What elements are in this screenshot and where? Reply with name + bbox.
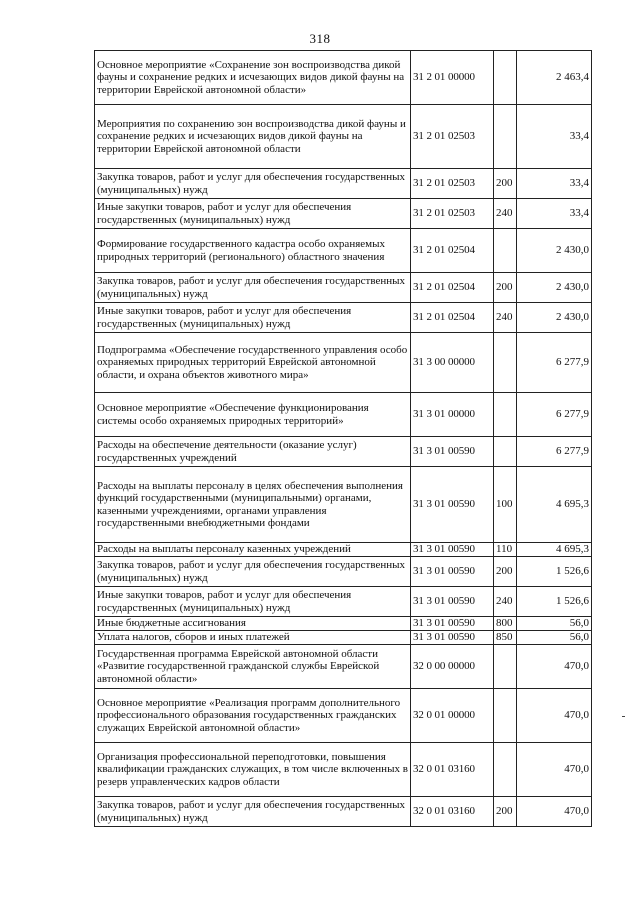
row-name: Уплата налогов, сборов и иных платежей — [95, 631, 411, 645]
table-row — [95, 105, 592, 169]
row-name: Иные закупки товаров, работ и услуг для обеспечения государственных (муниципальных) нужд — [95, 587, 411, 617]
row-amount: 2 430,0 — [517, 303, 592, 333]
budget-table-body — [95, 51, 592, 827]
row-amount: 1 526,6 — [517, 587, 592, 617]
row-name: Мероприятия по сохранению зон воспроизводства дикой фауны и сохранение редких и исчезающих видов дикой фауны на территории Еврейской автономной области — [95, 105, 411, 169]
table-row — [95, 51, 592, 105]
row-code: 31 3 01 00590 — [411, 617, 494, 631]
table-row — [95, 273, 592, 303]
row-kvr: 110 — [494, 543, 517, 557]
row-code: 31 3 01 00590 — [411, 557, 494, 587]
table-row — [95, 645, 592, 689]
row-code: 31 2 01 00000 — [411, 51, 494, 105]
row-kvr: 200 — [494, 557, 517, 587]
row-kvr — [494, 743, 517, 797]
row-name: Расходы на обеспечение деятельности (оказание услуг) государственных учреждений — [95, 437, 411, 467]
row-amount: 6 277,9 — [517, 333, 592, 393]
row-name: Закупка товаров, работ и услуг для обеспечения государственных (муниципальных) нужд — [95, 273, 411, 303]
row-name: Иные бюджетные ассигнования — [95, 617, 411, 631]
budget-table — [94, 50, 592, 827]
row-amount: 33,4 — [517, 105, 592, 169]
row-amount: 1 526,6 — [517, 557, 592, 587]
row-code: 31 3 01 00000 — [411, 393, 494, 437]
row-name: Иные закупки товаров, работ и услуг для обеспечения государственных (муниципальных) нужд — [95, 199, 411, 229]
row-amount: 33,4 — [517, 199, 592, 229]
table-row — [95, 333, 592, 393]
row-amount: 4 695,3 — [517, 467, 592, 543]
row-amount: 4 695,3 — [517, 543, 592, 557]
table-row — [95, 631, 592, 645]
row-kvr — [494, 689, 517, 743]
row-amount: 2 430,0 — [517, 273, 592, 303]
table-row — [95, 543, 592, 557]
row-kvr — [494, 393, 517, 437]
row-name: Формирование государственного кадастра особо охраняемых природных территорий (регионального) областного значения — [95, 229, 411, 273]
row-kvr — [494, 645, 517, 689]
row-kvr: 100 — [494, 467, 517, 543]
table-row — [95, 303, 592, 333]
row-amount: 6 277,9 — [517, 437, 592, 467]
row-amount: 33,4 — [517, 169, 592, 199]
row-name: Расходы на выплаты персоналу казенных учреждений — [95, 543, 411, 557]
row-amount: 470,0 — [517, 743, 592, 797]
row-amount: 470,0 — [517, 645, 592, 689]
row-amount: 2 463,4 — [517, 51, 592, 105]
row-amount: 2 430,0 — [517, 229, 592, 273]
row-kvr: 200 — [494, 169, 517, 199]
row-name: Государственная программа Еврейской автономной области «Развитие государственной гражданской службы Еврейской автономной области» — [95, 645, 411, 689]
row-kvr: 240 — [494, 199, 517, 229]
row-code: 31 2 01 02504 — [411, 303, 494, 333]
page-number: 318 — [309, 31, 331, 46]
row-code: 31 3 01 00590 — [411, 437, 494, 467]
row-code: 32 0 01 03160 — [411, 797, 494, 827]
row-code: 31 3 00 00000 — [411, 333, 494, 393]
row-code: 31 2 01 02503 — [411, 105, 494, 169]
row-amount: 56,0 — [517, 631, 592, 645]
row-kvr — [494, 229, 517, 273]
row-kvr — [494, 51, 517, 105]
table-row — [95, 169, 592, 199]
row-amount: 470,0 — [517, 797, 592, 827]
table-row — [95, 393, 592, 437]
row-name: Основное мероприятие «Сохранение зон воспроизводства дикой фауны и сохранение редких и исчезающих видов дикой фауны на территории Еврейской автономной области» — [95, 51, 411, 105]
row-code: 31 3 01 00590 — [411, 467, 494, 543]
row-kvr: 240 — [494, 303, 517, 333]
row-amount: 470,0 — [517, 689, 592, 743]
row-code: 32 0 01 00000 — [411, 689, 494, 743]
row-code: 31 3 01 00590 — [411, 543, 494, 557]
row-kvr: 200 — [494, 273, 517, 303]
row-code: 32 0 01 03160 — [411, 743, 494, 797]
table-row — [95, 557, 592, 587]
row-name: Иные закупки товаров, работ и услуг для обеспечения государственных (муниципальных) нужд — [95, 303, 411, 333]
table-row — [95, 587, 592, 617]
row-name: Организация профессиональной переподготовки, повышения квалификации гражданских служащих, в том числе включенных в резерв управленческих кадров области — [95, 743, 411, 797]
row-amount: 6 277,9 — [517, 393, 592, 437]
row-name: Расходы на выплаты персоналу в целях обеспечения выполнения функций государственными (муниципальными) органами, казенными учреждениями, органами управления государственными внебюджетными фондами — [95, 467, 411, 543]
table-row — [95, 467, 592, 543]
table-row — [95, 797, 592, 827]
row-name: Основное мероприятие «Реализация программ дополнительного профессионального образования государственных гражданских служащих Еврейской автономной области» — [95, 689, 411, 743]
row-code: 32 0 00 00000 — [411, 645, 494, 689]
row-kvr — [494, 333, 517, 393]
margin-mark — [622, 716, 625, 717]
row-code: 31 3 01 00590 — [411, 587, 494, 617]
row-name: Закупка товаров, работ и услуг для обеспечения государственных (муниципальных) нужд — [95, 797, 411, 827]
table-row — [95, 617, 592, 631]
row-name: Закупка товаров, работ и услуг для обеспечения государственных (муниципальных) нужд — [95, 169, 411, 199]
row-code: 31 2 01 02503 — [411, 199, 494, 229]
row-amount: 56,0 — [517, 617, 592, 631]
row-code: 31 2 01 02503 — [411, 169, 494, 199]
table-row — [95, 743, 592, 797]
row-code: 31 2 01 02504 — [411, 229, 494, 273]
row-kvr: 800 — [494, 617, 517, 631]
row-code: 31 2 01 02504 — [411, 273, 494, 303]
row-kvr: 850 — [494, 631, 517, 645]
row-kvr — [494, 105, 517, 169]
table-row — [95, 199, 592, 229]
row-code: 31 3 01 00590 — [411, 631, 494, 645]
row-kvr: 200 — [494, 797, 517, 827]
row-kvr: 240 — [494, 587, 517, 617]
row-name: Подпрограмма «Обеспечение государственного управления особо охраняемых природных территорий Еврейской автономной области, и охрана объектов животного мира» — [95, 333, 411, 393]
row-kvr — [494, 437, 517, 467]
table-row — [95, 437, 592, 467]
table-row — [95, 689, 592, 743]
table-row — [95, 229, 592, 273]
row-name: Закупка товаров, работ и услуг для обеспечения государственных (муниципальных) нужд — [95, 557, 411, 587]
row-name: Основное мероприятие «Обеспечение функционирования системы особо охраняемых природных территорий» — [95, 393, 411, 437]
